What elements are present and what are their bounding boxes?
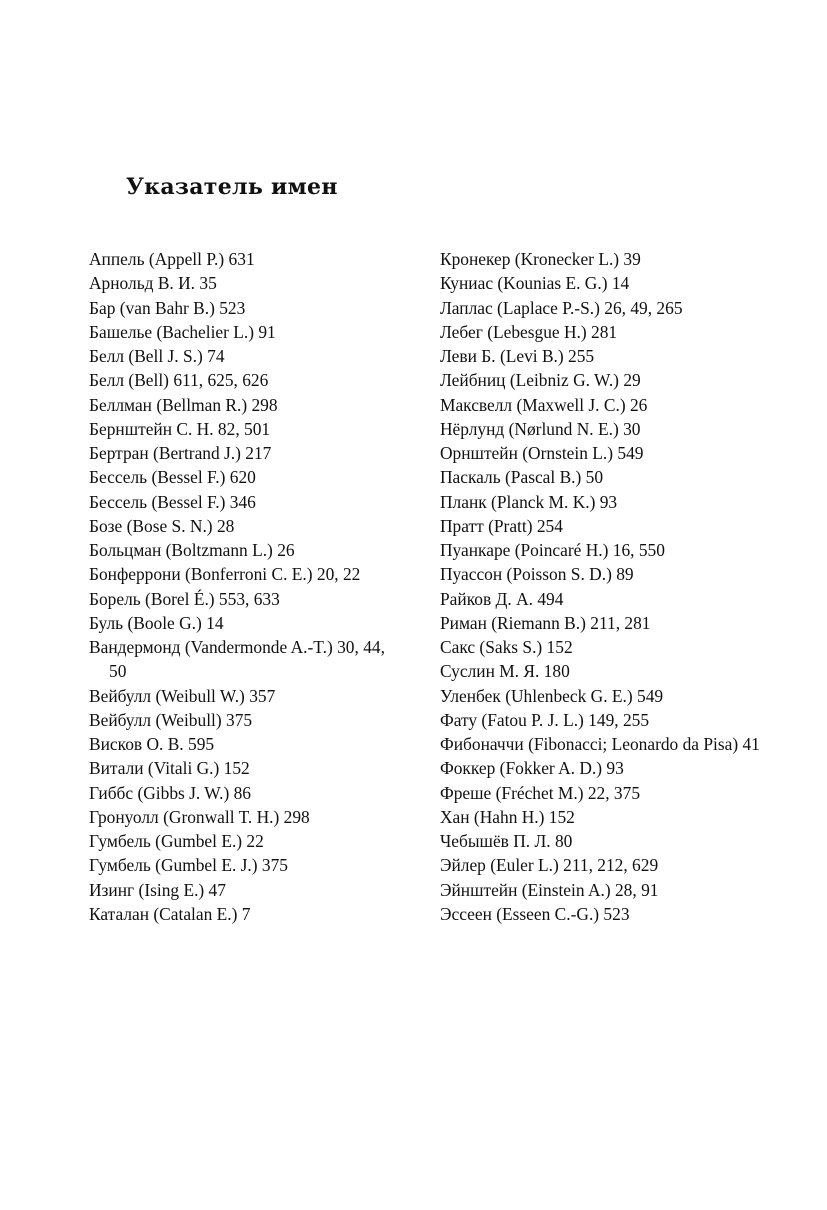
index-entry: Бар (van Bahr B.) 523 <box>89 297 246 318</box>
index-entry: Фоккер (Fokker A. D.) 93 <box>440 758 624 779</box>
index-entry: Суслин М. Я. 180 <box>440 661 570 682</box>
index-entry: Куниас (Kounias E. G.) 14 <box>440 273 630 294</box>
index-entry: Бессель (Bessel F.) 620 <box>89 467 256 488</box>
index-entry: Белл (Bell) 611, 625, 626 <box>89 370 269 391</box>
index-entry: Пратт (Pratt) 254 <box>440 515 563 536</box>
index-entry: Бернштейн С. Н. 82, 501 <box>89 418 271 439</box>
index-entry: Эйнштейн (Einstein A.) 28, 91 <box>440 879 659 900</box>
index-entry: Уленбек (Uhlenbeck G. E.) 549 <box>440 685 664 706</box>
index-entry: Бессель (Bessel F.) 346 <box>89 491 256 512</box>
index-entry: Орнштейн (Ornstein L.) 549 <box>440 443 644 463</box>
index-entry: Изинг (Ising E.) 47 <box>89 879 226 900</box>
index-entry: Фибоначчи (Fibonacci; Leonardo da Pisa) 41 <box>440 734 760 754</box>
index-entry: Вейбулл (Weibull W.) 357 <box>89 685 276 706</box>
index-entry: Эйлер (Euler L.) 211, 212, 629 <box>440 855 659 876</box>
index-entry: Бонферрони (Bonferroni C. E.) 20, 22 <box>89 564 361 585</box>
index-entry: Белл (Bell J. S.) 74 <box>89 346 225 366</box>
index-entry: Кронекер (Kronecker L.) 39 <box>440 249 641 269</box>
index-entry: Эссеен (Esseen C.-G.) 523 <box>440 903 630 924</box>
index-entry: Планк (Planck M. K.) 93 <box>440 491 618 512</box>
index-entry: Вандермонд (Vandermonde A.-T.) 30, 44, 50 <box>89 637 385 682</box>
index-entry: Нёрлунд (Nørlund N. E.) 30 <box>440 418 641 439</box>
index-entry: Сакс (Saks S.) 152 <box>440 637 573 657</box>
index-entry: Башелье (Bachelier L.) 91 <box>89 321 276 342</box>
index-entry: Леви Б. (Levi B.) 255 <box>440 346 595 366</box>
index-entry: Лейбниц (Leibniz G. W.) 29 <box>440 370 641 391</box>
index-entry: Буль (Boole G.) 14 <box>89 612 224 633</box>
index-entry: Паскаль (Pascal B.) 50 <box>440 467 604 488</box>
index-entry: Гронуолл (Gronwall T. H.) 298 <box>89 806 310 827</box>
index-entry: Каталан (Catalan E.) 7 <box>89 903 251 924</box>
index-entry: Больцман (Boltzmann L.) 26 <box>89 540 295 560</box>
index-entry: Беллман (Bellman R.) 298 <box>89 394 278 415</box>
index-entry: Пуанкаре (Poincaré H.) 16, 550 <box>440 540 665 560</box>
index-entry: Лебег (Lebesgue H.) 281 <box>440 321 618 342</box>
index-entry: Бозе (Bose S. N.) 28 <box>89 515 235 536</box>
page-title: Указатель имен <box>126 174 338 200</box>
index-entry: Вейбулл (Weibull) 375 <box>89 709 253 730</box>
index-column-right <box>440 247 760 926</box>
index-entry: Гумбель (Gumbel E. J.) 375 <box>89 855 288 876</box>
index-entry: Висков О. В. 595 <box>89 734 215 754</box>
index-entry: Борель (Borel É.) 553, 633 <box>89 588 280 609</box>
index-entry: Райков Д. А. 494 <box>440 588 564 609</box>
index-column-left <box>89 247 389 926</box>
index-entry: Хан (Hahn H.) 152 <box>440 806 575 827</box>
index-entry: Аппель (Appell P.) 631 <box>89 249 255 269</box>
index-entry: Лаплас (Laplace P.-S.) 26, 49, 265 <box>440 297 683 318</box>
index-entry: Бертран (Bertrand J.) 217 <box>89 443 272 463</box>
index-entry: Максвелл (Maxwell J. C.) 26 <box>440 394 648 415</box>
index-entry: Пуассон (Poisson S. D.) 89 <box>440 564 634 585</box>
index-entry: Риман (Riemann B.) 211, 281 <box>440 612 651 633</box>
index-entry: Фату (Fatou P. J. L.) 149, 255 <box>440 709 650 730</box>
index-entry: Фреше (Fréchet M.) 22, 375 <box>440 782 641 803</box>
index-entry: Арнольд В. И. 35 <box>89 273 217 294</box>
index-entry: Гумбель (Gumbel E.) 22 <box>89 831 264 851</box>
index-entry: Гиббс (Gibbs J. W.) 86 <box>89 782 251 803</box>
index-entry: Витали (Vitali G.) 152 <box>89 758 250 779</box>
index-entry: Чебышёв П. Л. 80 <box>440 831 573 851</box>
